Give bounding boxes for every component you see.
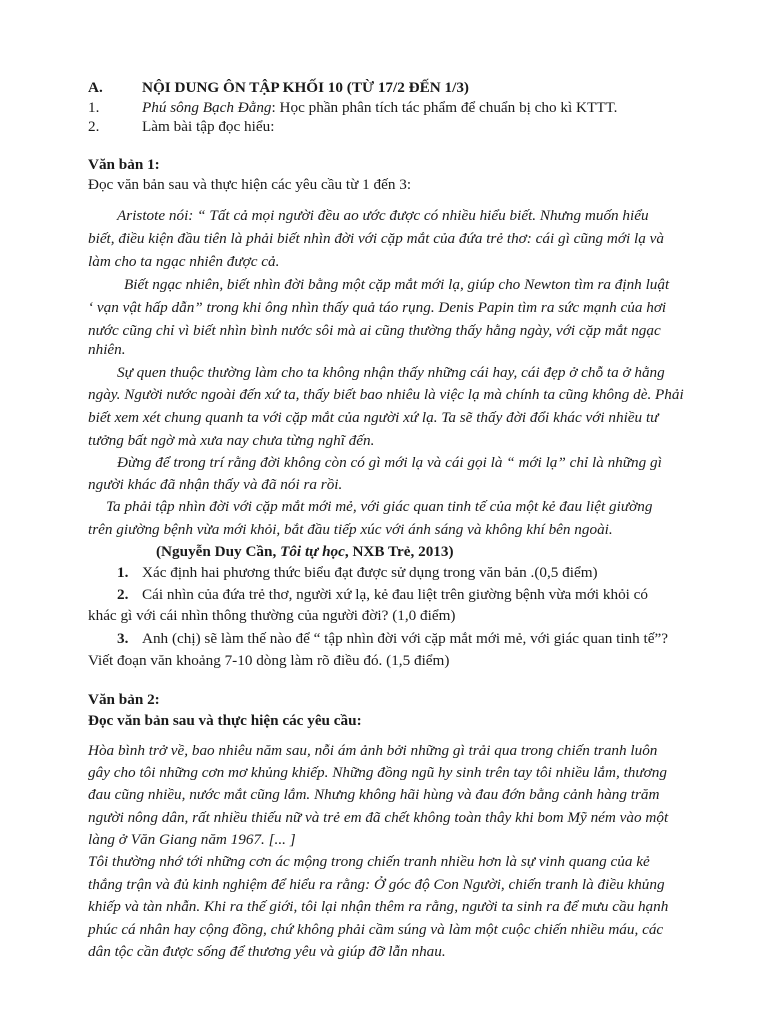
list-item-italic: Phú sông Bạch Đằng — [142, 99, 272, 116]
question-3: Anh (chị) sẽ làm thế nào để “ tập nhìn đời với cặp mắt mới mẻ, với giác quan tinh tế”? — [142, 630, 668, 647]
passage-line: làng ở Văn Giang năm 1967. [... ] — [88, 831, 296, 848]
passage-line: trên giường bệnh vừa mới khỏi, bắt đầu tiếp xúc với ánh sáng và không khí bên ngoài. — [88, 521, 613, 538]
text-1-instruction: Đọc văn bản sau và thực hiện các yêu cầu từ 1 đến 3: — [88, 176, 412, 193]
section-label: A. — [88, 79, 103, 96]
text-2-instruction: Đọc văn bản sau và thực hiện các yêu cầu: — [88, 712, 362, 729]
passage-line: nhiên. — [88, 341, 126, 358]
passage-line: biết, điều kiện đầu tiên là phải biết nhìn đời với cặp mắt của đứa trẻ thơ: cái gì cũng mới lạ và — [88, 230, 664, 247]
question-number: 3. — [117, 630, 129, 647]
passage-line: đau cũng nhiều, nước mắt cũng lắm. Nhưng không hãi hùng và đau đớn bằng cảnh hàng trăm — [88, 786, 660, 803]
passage-line: nước cũng chỉ vì biết nhìn bình nước sôi mà ai cũng thường thấy hằng ngày, với cặp mắt ngạc — [88, 322, 661, 339]
passage-line: làm cho ta ngạc nhiên được cả. — [88, 253, 280, 270]
list-item-text: : Học phần phân tích tác phẩm để chuẩn bị cho kì KTTT. — [271, 99, 618, 116]
list-item-2: Làm bài tập đọc hiểu: — [142, 118, 275, 135]
passage-line: Tôi thường nhớ tới những cơn ác mộng trong chiến tranh nhiều hơn là sự vinh quang của kẻ — [88, 853, 650, 870]
passage-line: ngày. Người nước ngoài đến xứ ta, thấy biết bao nhiêu là việc lạ mà chính ta cũng không dè. Phải — [88, 386, 684, 403]
citation-author: (Nguyễn Duy Cần, — [156, 543, 281, 560]
question-1: Xác định hai phương thức biểu đạt được sử dụng trong văn bản .(0,5 điểm) — [142, 564, 598, 581]
passage-line: Hòa bình trở về, bao nhiêu năm sau, nỗi ám ảnh bởi những gì trải qua trong chiến tranh luôn — [88, 742, 658, 759]
passage-line: ‘ vạn vật hấp dẫn” trong khi ông nhìn thấy quả táo rụng. Denis Papin tìm ra sức mạnh của hơi — [88, 299, 667, 316]
passage-line: thắng trận và đủ kinh nghiệm để hiểu ra rằng: Ở góc độ Con Người, chiến tranh là điều khủng — [88, 876, 665, 893]
passage-line: Sự quen thuộc thường làm cho ta không nhận thấy những cái hay, cái đẹp ở chỗ ta ở hằng — [117, 364, 665, 381]
passage-line: người khác đã nhận thấy và đã nói ra rồi. — [88, 476, 343, 493]
passage-line: biết xem xét chung quanh ta với cặp mắt của người xứ lạ. Ta sẽ thấy đời đổi khác với nhiều tư — [88, 409, 659, 426]
passage-line: dân tộc cần được sống để thương yêu và giúp đỡ lẫn nhau. — [88, 943, 446, 960]
citation-book: Tôi tự học — [280, 543, 345, 560]
text-2-heading: Văn bản 2: — [88, 691, 160, 708]
passage-line: Biết ngạc nhiên, biết nhìn đời bằng một cặp mắt mới lạ, giúp cho Newton tìm ra định luật — [124, 276, 670, 293]
question-number: 2. — [117, 586, 129, 603]
passage-line: phúc cá nhân hay cộng đồng, chứ không phải cầm súng và làm một cuộc chiến nhiều máu, các — [88, 921, 664, 938]
text-1-heading: Văn bản 1: — [88, 156, 160, 173]
passage-line: người nông dân, rất nhiều thiếu nữ và trẻ em đã chết không toàn thây khi bom Mỹ ném vào một — [88, 809, 669, 826]
citation — [156, 542, 454, 562]
section-title: NỘI DUNG ÔN TẬP KHỐI 10 (TỪ 17/2 ĐẾN 1/3) — [142, 79, 469, 96]
list-number: 1. — [88, 99, 100, 116]
passage-line: Ta phải tập nhìn đời với cặp mắt mới mẻ, với giác quan tinh tế của một kẻ đau liệt giường — [106, 498, 653, 515]
question-number: 1. — [117, 564, 129, 581]
question-3-cont: Viết đoạn văn khoảng 7-10 dòng làm rõ điều đó. (1,5 điểm) — [88, 652, 450, 669]
passage-line: gây cho tôi những cơn mơ khủng khiếp. Những đồng ngũ hy sinh trên tay tôi nhiều lắm, thương — [88, 764, 667, 781]
question-2-cont: khác gì với cái nhìn thông thường của người đời? (1,0 điểm) — [88, 607, 456, 624]
question-2: Cái nhìn của đứa trẻ thơ, người xứ lạ, kẻ đau liệt trên giường bệnh vừa mới khỏi có — [142, 586, 649, 603]
passage-line: Aristote nói: “ Tất cả mọi người đều ao ước được có nhiều hiểu biết. Nhưng muốn hiểu — [117, 207, 649, 224]
passage-line: tưởng bất ngờ mà xưa nay chưa từng nghĩ đến. — [88, 432, 375, 449]
citation-publisher: , NXB Trẻ, 2013) — [344, 543, 454, 560]
passage-line: Đừng để trong trí rằng đời không còn có gì mới lạ và cái gọi là “ mới lạ” chỉ là những gì — [117, 454, 662, 471]
list-item-1 — [142, 98, 617, 118]
list-number: 2. — [88, 118, 100, 135]
passage-line: khiếp và tàn nhẫn. Khi ra thế giới, tôi lại nhận thêm ra rằng, người ta sinh ra để mưu cầu hạnh — [88, 898, 669, 915]
